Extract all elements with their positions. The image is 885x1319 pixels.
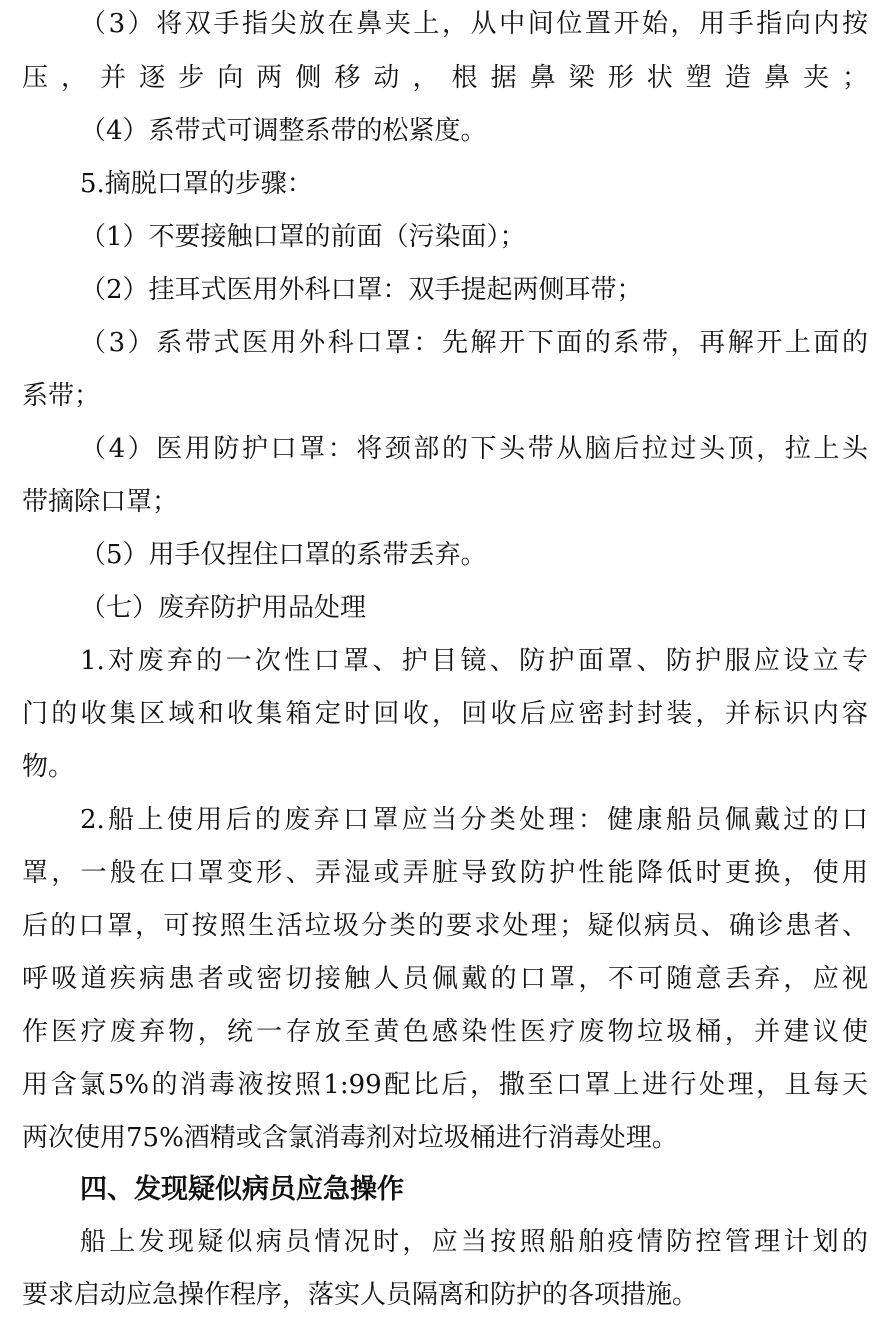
text-line: 罩，一般在口罩变形、弄湿或弄脏导致防护性能降低时更换，使用 — [22, 858, 868, 888]
text-line: 2.船上使用后的废弃口罩应当分类处理：健康船员佩戴过的口 — [80, 805, 868, 835]
section-heading: （七）废弃防护用品处理 — [80, 593, 367, 623]
text-line: 物。 — [22, 752, 75, 782]
text-line: 船上发现疑似病员情况时，应当按照船舶疫情防控管理计划的 — [80, 1227, 868, 1257]
text-line: 两次使用75%酒精或含氯消毒剂对垃圾桶进行消毒处理。 — [22, 1123, 678, 1153]
chapter-heading: 四、发现疑似病员应急操作 — [80, 1174, 404, 1205]
text-line: 系带； — [22, 381, 101, 411]
text-line: 用含氯5%的消毒液按照1:99配比后，撒至口罩上进行处理，且每天 — [22, 1070, 868, 1100]
text-line: （1）不要接触口罩的前面（污染面）； — [80, 222, 526, 252]
text-line: 压，并逐步向两侧移动，根据鼻梁形状塑造鼻夹； — [22, 63, 868, 93]
text-line: 5.摘脱口罩的步骤： — [80, 169, 313, 199]
text-line: 要求启动应急操作程序，落实人员隔离和防护的各项措施。 — [22, 1280, 699, 1310]
text-line: 门的收集区域和收集箱定时回收，回收后应密封封装，并标识内容 — [22, 699, 868, 729]
text-line: （2）挂耳式医用外科口罩：双手提起两侧耳带； — [80, 275, 643, 305]
text-line: （3）系带式医用外科口罩：先解开下面的系带，再解开上面的 — [80, 328, 868, 358]
text-line: 带摘除口罩； — [22, 487, 179, 517]
text-line: （5）用手仅捏住口罩的系带丢弃。 — [80, 540, 487, 570]
text-line: （4）医用防护口罩：将颈部的下头带从脑后拉过头顶，拉上头 — [80, 434, 868, 464]
text-line: （3）将双手指尖放在鼻夹上，从中间位置开始，用手指向内按 — [80, 9, 868, 39]
text-line: 作医疗废弃物，统一存放至黄色感染性医疗废物垃圾桶，并建议使 — [22, 1017, 868, 1047]
text-line: 后的口罩，可按照生活垃圾分类的要求处理；疑似病员、确诊患者、 — [22, 911, 868, 941]
text-line: 呼吸道疾病患者或密切接触人员佩戴的口罩，不可随意丢弃，应视 — [22, 964, 868, 994]
text-line: 1.对废弃的一次性口罩、护目镜、防护面罩、防护服应设立专 — [80, 646, 868, 676]
text-line: （4）系带式可调整系带的松紧度。 — [80, 116, 487, 146]
